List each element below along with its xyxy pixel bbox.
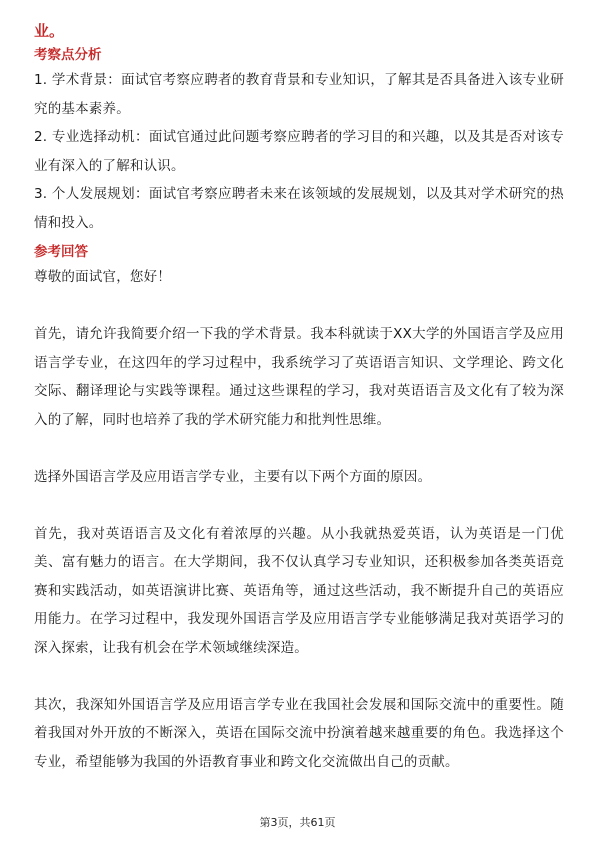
answer-heading: 参考回答 xyxy=(34,244,88,260)
analysis-heading: 考察点分析 xyxy=(34,47,102,63)
analysis-item: 2. 专业选择动机：面试官通过此问题考察应聘者的学习目的和兴趣，以及其是否对该专业有深入的了解和认识。 xyxy=(34,129,564,174)
analysis-item: 3. 个人发展规划：面试官考察应聘者未来在该领域的发展规划，以及其对学术研究的热情和投入。 xyxy=(34,186,564,231)
paragraph-spacer xyxy=(34,434,564,463)
paragraph-spacer xyxy=(34,292,564,321)
answer-paragraph: 选择外国语言学及应用语言学专业，主要有以下两个方面的原因。 xyxy=(34,468,432,485)
paragraph-spacer xyxy=(34,491,564,520)
continuation-text: 业。 xyxy=(34,22,65,40)
answer-greeting: 尊敬的面试官，您好！ xyxy=(34,269,171,285)
page-number: 第3页，共61页 xyxy=(259,816,336,829)
analysis-item: 1. 学术背景：面试官考察应聘者的教育背景和专业知识，了解其是否具备进入该专业研究的基本素养。 xyxy=(34,72,564,117)
answer-paragraph: 首先，请允许我简要介绍一下我的学术背景。我本科就读于XX大学的外国语言学及应用语言学专业，在这四年的学习过程中，我系统学习了英语语言知识、文学理论、跨文化交际、翻译理论与实践等课程。通过这些课程的学习，我对英语语言及文化有了较为深入的了解，同时也培养了我的学术研究能力和批判性思维。 xyxy=(34,326,564,428)
paragraph-spacer xyxy=(34,662,564,691)
answer-paragraph: 首先，我对英语语言及文化有着浓厚的兴趣。从小我就热爱英语，认为英语是一门优美、富有魅力的语言。在大学期间，我不仅认真学习专业知识，还积极参加各类英语竞赛和实践活动，如英语演讲比赛、英语角等，通过这些活动，我不断提升自己的英语应用能力。在学习过程中，我发现外国语言学及应用语言学专业能够满足我对英语学习的深入探索，让我有机会在学术领域继续深造。 xyxy=(34,525,564,656)
answer-paragraph: 其次，我深知外国语言学及应用语言学专业在我国社会发展和国际交流中的重要性。随着我国对外开放的不断深入，英语在国际交流中扮演着越来越重要的角色。我选择这个专业，希望能够为我国的外语教育事业和跨文化交流做出自己的贡献。 xyxy=(34,696,564,770)
document-page xyxy=(34,18,564,776)
